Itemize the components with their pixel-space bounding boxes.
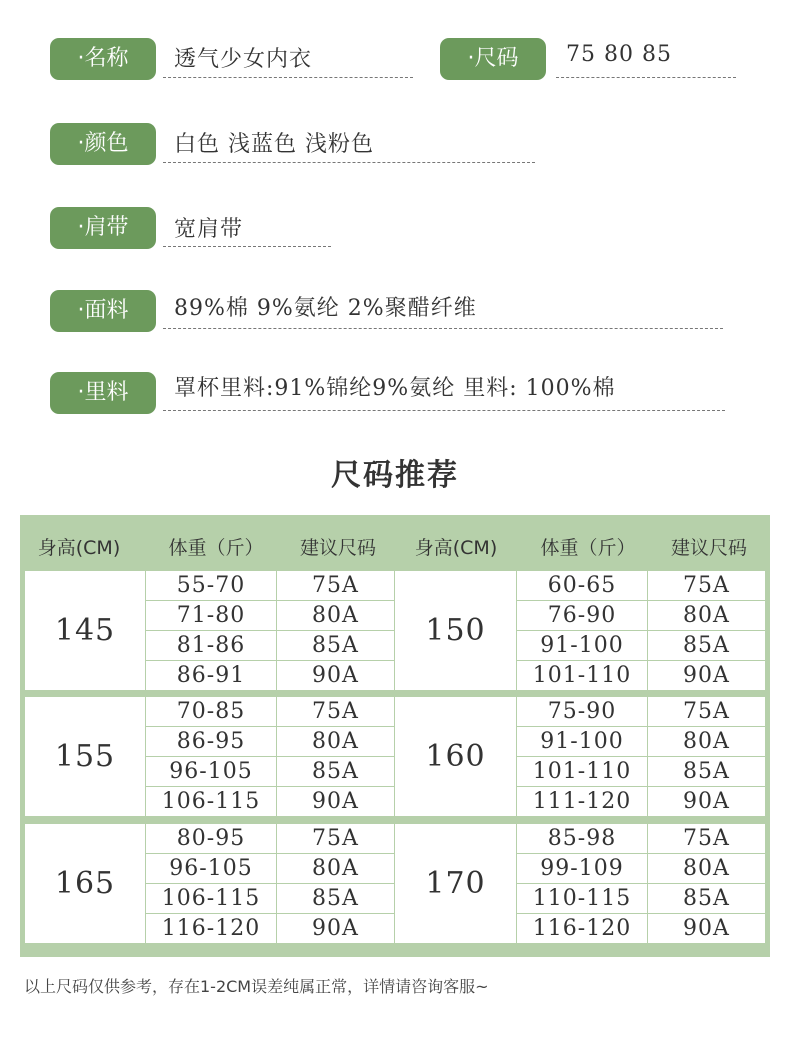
size-cell: 75A bbox=[648, 571, 765, 600]
size-cell: 75A bbox=[277, 571, 394, 600]
spec-value-size: 75 80 85 bbox=[566, 42, 672, 67]
weight-cell: 55-70 bbox=[146, 571, 276, 600]
spec-label-strap: ·肩带 bbox=[50, 207, 156, 249]
header-size-left: 建议尺码 bbox=[299, 537, 376, 559]
weight-cell: 60-65 bbox=[517, 571, 647, 600]
height-cell: 155 bbox=[25, 697, 145, 816]
weight-cell: 96-105 bbox=[146, 757, 276, 786]
weight-cell: 106-115 bbox=[146, 884, 276, 913]
size-cell: 85A bbox=[648, 631, 765, 660]
size-cell: 85A bbox=[277, 884, 394, 913]
weight-cell: 85-98 bbox=[517, 824, 647, 853]
size-table-title: 尺码推荐 bbox=[331, 458, 459, 493]
header-size-right: 建议尺码 bbox=[670, 537, 747, 559]
header-height-left: 身高(CM) bbox=[37, 537, 121, 559]
size-cell: 85A bbox=[648, 884, 765, 913]
size-cell: 90A bbox=[648, 787, 765, 816]
weight-cell: 101-110 bbox=[517, 661, 647, 690]
size-cell: 90A bbox=[648, 661, 765, 690]
size-cell: 85A bbox=[648, 757, 765, 786]
size-cell: 80A bbox=[277, 854, 394, 883]
weight-cell: 71-80 bbox=[146, 601, 276, 630]
height-cell: 170 bbox=[395, 824, 516, 943]
size-cell: 90A bbox=[648, 914, 765, 943]
size-cell: 90A bbox=[277, 914, 394, 943]
weight-cell: 110-115 bbox=[517, 884, 647, 913]
size-cell: 90A bbox=[277, 661, 394, 690]
size-block bbox=[25, 697, 765, 813]
weight-cell: 91-100 bbox=[517, 727, 647, 756]
spec-label-fabric: ·面料 bbox=[50, 290, 156, 332]
spec-value-fabric: 89%棉 9%氨纶 2%聚醋纤维 bbox=[174, 296, 477, 321]
weight-cell: 106-115 bbox=[146, 787, 276, 816]
weight-cell: 96-105 bbox=[146, 854, 276, 883]
size-cell: 85A bbox=[277, 631, 394, 660]
size-cell: 80A bbox=[277, 601, 394, 630]
height-cell: 150 bbox=[395, 571, 516, 690]
weight-cell: 116-120 bbox=[146, 914, 276, 943]
spec-label-color: ·颜色 bbox=[50, 123, 156, 165]
weight-cell: 86-91 bbox=[146, 661, 276, 690]
divider bbox=[163, 162, 535, 163]
divider bbox=[556, 77, 736, 78]
divider bbox=[163, 246, 331, 247]
size-cell: 75A bbox=[648, 824, 765, 853]
header-height-right: 身高(CM) bbox=[414, 537, 498, 559]
size-block bbox=[25, 571, 765, 687]
size-cell: 90A bbox=[277, 787, 394, 816]
spec-label-lining: ·里料 bbox=[50, 372, 156, 414]
weight-cell: 91-100 bbox=[517, 631, 647, 660]
size-cell: 75A bbox=[648, 697, 765, 726]
divider bbox=[163, 410, 725, 411]
weight-cell: 80-95 bbox=[146, 824, 276, 853]
size-cell: 85A bbox=[277, 757, 394, 786]
weight-cell: 76-90 bbox=[517, 601, 647, 630]
size-cell: 80A bbox=[648, 854, 765, 883]
divider bbox=[163, 77, 413, 78]
header-weight-left: 体重（斤） bbox=[168, 537, 264, 559]
spec-label-name: ·名称 bbox=[50, 38, 156, 80]
weight-cell: 75-90 bbox=[517, 697, 647, 726]
height-cell: 160 bbox=[395, 697, 516, 816]
size-cell: 80A bbox=[277, 727, 394, 756]
size-cell: 75A bbox=[277, 824, 394, 853]
weight-cell: 101-110 bbox=[517, 757, 647, 786]
weight-cell: 81-86 bbox=[146, 631, 276, 660]
weight-cell: 111-120 bbox=[517, 787, 647, 816]
spec-value-lining: 罩杯里料:91%锦纶9%氨纶 里料: 100%棉 bbox=[174, 376, 616, 401]
header-weight-right: 体重（斤） bbox=[540, 537, 636, 559]
size-cell: 75A bbox=[277, 697, 394, 726]
divider bbox=[163, 328, 723, 329]
height-cell: 145 bbox=[25, 571, 145, 690]
height-cell: 165 bbox=[25, 824, 145, 943]
footnote: 以上尺码仅供参考，存在1-2CM误差纯属正常，详情请咨询客服~ bbox=[24, 977, 489, 996]
spec-value-color: 白色 浅蓝色 浅粉色 bbox=[174, 132, 374, 157]
size-cell: 80A bbox=[648, 727, 765, 756]
weight-cell: 70-85 bbox=[146, 697, 276, 726]
spec-value-strap: 宽肩带 bbox=[174, 217, 244, 242]
weight-cell: 99-109 bbox=[517, 854, 647, 883]
size-block bbox=[25, 824, 765, 940]
size-table bbox=[20, 515, 770, 957]
weight-cell: 86-95 bbox=[146, 727, 276, 756]
weight-cell: 116-120 bbox=[517, 914, 647, 943]
spec-value-name: 透气少女内衣 bbox=[174, 47, 313, 72]
size-cell: 80A bbox=[648, 601, 765, 630]
spec-label-size: ·尺码 bbox=[440, 38, 546, 80]
